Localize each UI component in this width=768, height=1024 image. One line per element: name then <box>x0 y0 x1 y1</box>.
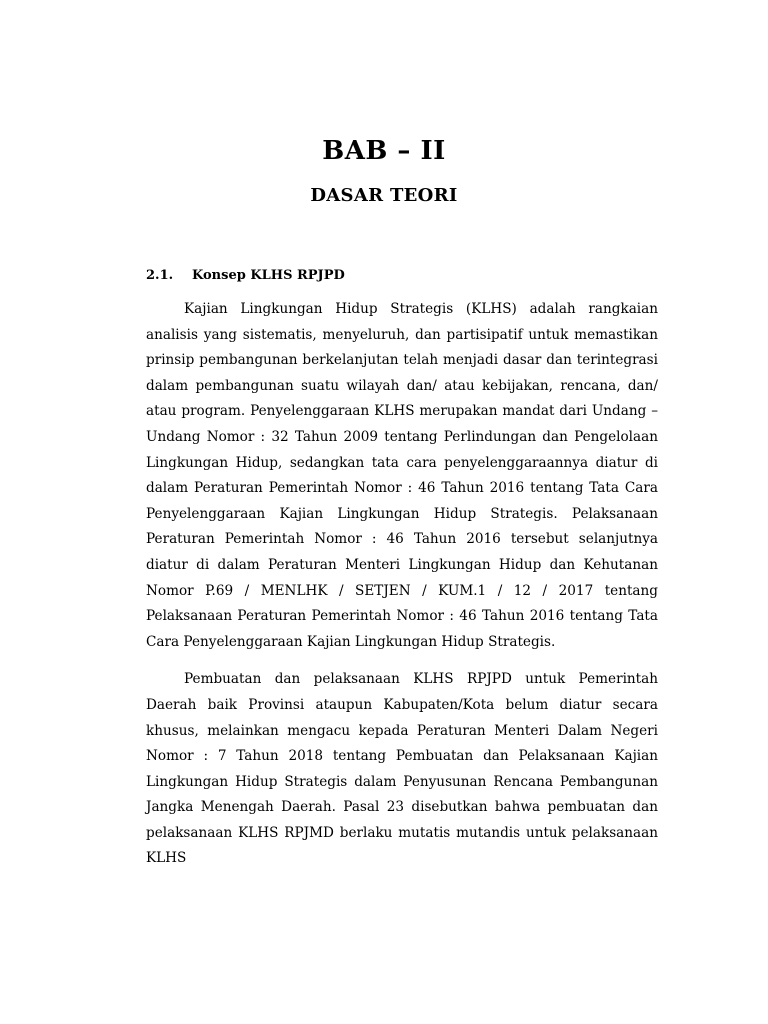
section-number: 2.1. <box>146 268 174 283</box>
section-title: Konsep KLHS RPJPD <box>192 268 345 283</box>
chapter-title: DASAR TEORI <box>310 185 458 206</box>
paragraph: Pembuatan dan pelaksanaan KLHS RPJPD untuk Pemerintah Daerah baik Provinsi ataupun Kabupaten/Kota belum diatur secara khusus, melainkan mengacu kepada Peraturan Menteri Dalam Negeri Nomor : 7 Tahun 2018 tentang Pembuatan dan Pelaksanaan Kajian Lingkungan Hidup Strategis dalam Penyusunan Rencana Pembangunan Jangka Menengah Daerah. Pasal 23 disebutkan bahwa pembuatan dan pelaksanaan KLHS RPJMD berlaku mutatis mutandis untuk pelaksanaan KLHS <box>146 671 658 867</box>
body-text <box>146 297 658 884</box>
section-heading <box>146 268 345 283</box>
paragraph: Kajian Lingkungan Hidup Strategis (KLHS) adalah rangkaian analisis yang sistematis, menyeluruh, dan partisipatif untuk memastikan prinsip pembangunan berkelanjutan telah menjadi dasar dan terintegrasi dalam pembangunan suatu wilayah dan/ atau kebijakan, rencana, dan/ atau program. Penyelenggaraan KLHS merupakan mandat dari Undang – Undang Nomor : 32 Tahun 2009 tentang Perlindungan dan Pengelolaan Lingkungan Hidup, sedangkan tata cara penyelenggaraannya diatur di dalam Peraturan Pemerintah Nomor : 46 Tahun 2016 tentang Tata Cara Penyelenggaraan Kajian Lingkungan Hidup Strategis. Pelaksanaan Peraturan Pemerintah Nomor : 46 Tahun 2016 tersebut selanjutnya diatur di dalam Peraturan Menteri Lingkungan Hidup dan Kehutanan Nomor P.69 / MENLHK / SETJEN / KUM.1 / 12 / 2017 tentang Pelaksanaan Peraturan Pemerintah Nomor : 46 Tahun 2016 tentang Tata Cara Penyelenggaraan Kajian Lingkungan Hidup Strategis. <box>146 301 658 650</box>
chapter-number: BAB – II <box>322 136 446 166</box>
